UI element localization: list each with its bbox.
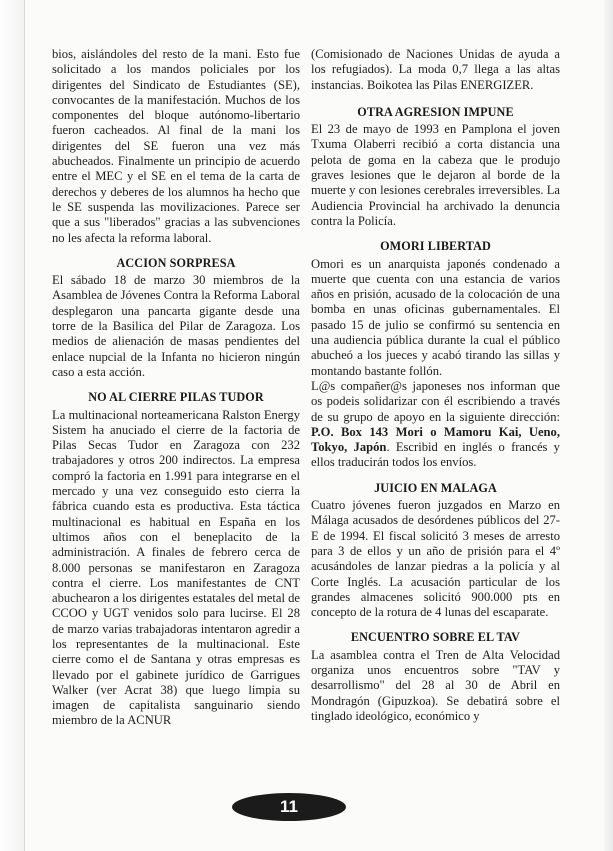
section-title-omori-libertad: OMORI LIBERTAD — [380, 239, 491, 254]
page-edge — [604, 0, 613, 851]
section-body-accion-sorpresa: El sábado 18 de marzo 30 miembros de la Asamblea de Jóvenes Contra la Reforma Laboral desplegaron una pancarta gigante desde una torre de la Basilica del Pilar de Zaragoza. Los medios de alienación de masas pendientes del enlace nupcial de la Infanta no hicieron ningún caso a esta acción. — [52, 273, 300, 379]
section-body-pilas-tudor: La multinacional norteamericana Ralston Energy Sistem ha anuciado el cierre de la factoria de Pilas Secas Tudor en Zaragoza con 232 trabajadores y otros 200 indirectos. La empresa compró la factoria en 1.991 para integrarse en el mercado y una vez conseguido esto cierra la fábrica cuando esta es productiva. Esta táctica multinacional es habitual en España en los ultimos años con el beneplacito de la administración. A finales de febrero cerca de 8.000 personas se manifestaron en Zaragoza contra el cierre. Los manifestantes de CNT abuchearon a los dirigentes estatales del metal de CCOO y UGT venidos solo para lucirse. El 28 de marzo varias trabajadoras intentaron agredir a los representantes de la multinacional. Este cierre como el de Santana y otras empresas es llevado por el gabinete jurídico de Garrigues Walker (ver Acrat 38) que luego limpia su imagen de capitalista sanguinario siendo miembro de la ACNUR — [52, 407, 300, 728]
section-title-juicio-malaga: JUICIO EN MALAGA — [374, 480, 497, 495]
right-column — [311, 47, 560, 724]
section-title-accion-sorpresa: ACCION SORPRESA — [116, 255, 236, 270]
scan-margin — [0, 0, 24, 851]
section-body-omori-libertad: Omori es un anarquista japonés condenado a muerte que cuenta con una estancia de varios años en prisión, acusado de la colocación de una bomba en unas oficinas gubernamentales. El pasado 15 de julio se confirmó su sentencia en una audiencia pública durante la cual el público abucheó a los jueces y acabó tirando las sillas y montando bastante follón. — [311, 256, 560, 378]
section-title-pilas-tudor: NO AL CIERRE PILAS TUDOR — [88, 390, 264, 405]
intro-paragraph: bios, aislándoles del resto de la mani. Esto fue solicitado a los mandos policiales por los dirigentes del Sindicato de Estudiantes (SE), convocantes de la manifestación. Muchos de los componentes del bloque autónomo-libertario fueron cacheados. Al final de la mani los dirigentes del SE fueron una vez más abucheados. Finalmente un principio de acuerdo entre el MEC y el SE en el tema de la carta de derechos y deberes de los alumnos ha hecho que le SE suspenda las movilizaciones. Parece ser que a sus "liberados" gracias a las subvenciones no les afecta la reforma laboral. — [52, 47, 300, 245]
section-body-encuentro-tav: La asamblea contra el Tren de Alta Velocidad organiza unos encuentros sobre "TAV y desarrollismo" del 28 al 30 de Abril en Mondragón (Gipuzkoa). Se debatirá sobre el tinglado ideológico, económico y — [311, 647, 560, 723]
section-body-juicio-malaga: Cuatro jóvenes fueron juzgados en Marzo en Málaga acusados de desórdenes públicos del 27-E de 1994. El fiscal solicitó 3 meses de arresto para 3 de ellos y un año de prisión para el 4º acusándoles de lanzar piedras a la policía y al Corte Inglés. La acusación particular de los grandes almacenes solicitó 900.000 pts en concepto de la rotura de 4 lunas del escaparate. — [311, 498, 560, 620]
page-number-badge: 11 — [232, 793, 346, 821]
section-title-encuentro-tav: ENCUENTRO SOBRE EL TAV — [350, 630, 521, 645]
contact-outro: . Escribid en inglés o francés y ellos traducirán todos los envíos. — [311, 440, 560, 470]
postal-address: P.O. Box 143 Mori o Mamoru Kai, Ueno, Tokyo, Japón — [311, 424, 560, 455]
section-body-otra-agresion: El 23 de mayo de 1993 en Pamplona el joven Txuma Olaberri recibió a corta distancia una pelota de goma en la cabeza que le produjo graves lesiones que le dejaron al borde de la muerte y con lesiones cerebrales irreversibles. La Audiencia Provincial ha archivado la denuncia contra la Policía. — [311, 122, 560, 228]
contact-intro: L@s compañer@s japoneses nos informan que os podeis solidarizar con él escribiendo a través de su grupo de apoyo en la siguiente dirección: — [311, 378, 560, 424]
section-body-omori-contact — [311, 379, 560, 471]
left-column — [52, 47, 300, 729]
continuation-paragraph: (Comisionado de Naciones Unidas de ayuda a los refugiados). La moda 0,7 llega a las altas instancias. Boikotea las Pilas ENERGIZER. — [311, 47, 560, 92]
section-title-otra-agresion: OTRA AGRESION IMPUNE — [357, 104, 514, 119]
